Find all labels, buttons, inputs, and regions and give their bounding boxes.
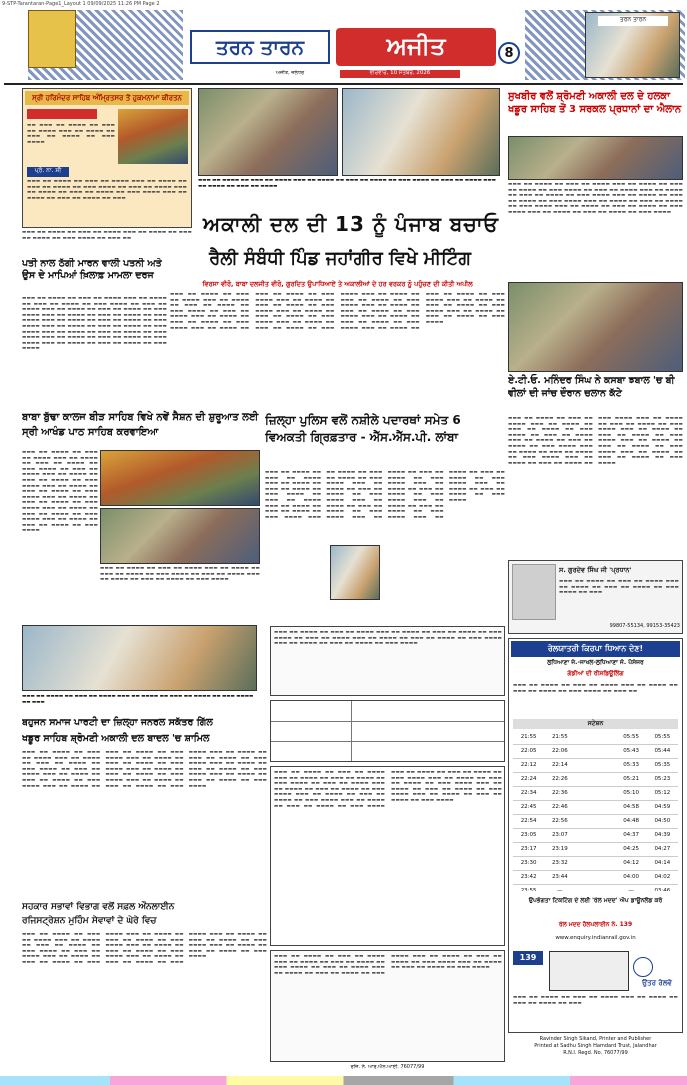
meeting-photo-2 bbox=[342, 88, 500, 176]
railway-logo-text: ਉਤਰ ਰੇਲਵੇ bbox=[642, 979, 672, 987]
railway-time-cell: 22:14 bbox=[551, 762, 568, 768]
railway-time-cell: 04:02 bbox=[654, 874, 671, 880]
notice-box-1 bbox=[270, 626, 505, 696]
obituary-text: ▬▬▬ ▬▬ ▬▬▬▬ ▬▬ ▬▬▬ ▬▬ ▬▬▬▬ ▬▬▬ ▬▬ ▬▬▬▬ ▬▬ ▬▬▬ ▬▬ ▬▬▬▬ ▬▬ ▬▬▬ ▬▬▬▬ ▬▬ ▬▬▬ bbox=[559, 579, 679, 596]
railway-time-cell: 04:50 bbox=[654, 818, 671, 824]
building-sign: ਤਰਨ ਤਾਰਨ bbox=[598, 16, 668, 26]
railway-time-cell: 22:56 bbox=[551, 818, 568, 824]
left-story4-text: ▬▬▬ ▬▬ ▬▬▬▬ ▬▬ ▬▬▬ ▬▬ ▬▬▬▬ ▬▬▬ ▬▬ ▬▬▬▬ ▬▬ ▬▬▬ ▬▬ ▬▬▬▬ ▬▬ ▬▬▬ ▬▬▬▬ ▬▬ ▬▬▬ ▬▬ ▬▬▬▬ ▬▬▬ ▬▬ ▬▬▬▬ ▬▬ ▬▬▬ ▬▬ ▬▬▬▬ ▬▬ ▬▬▬ ▬▬▬▬ ▬▬▬ ▬▬ ▬▬▬▬ ▬▬ ▬▬▬ ▬▬ ▬▬▬▬ ▬▬ ▬▬▬ ▬▬▬▬ ▬▬▬ ▬▬ ▬▬▬▬ ▬▬ ▬▬▬ ▬▬ ▬▬▬▬ ▬▬ ▬▬▬ ▬▬▬▬ ▬▬▬ ▬▬ ▬▬▬▬ ▬▬ ▬▬▬ ▬▬ ▬▬▬▬ ▬▬ ▬▬▬ ▬▬▬▬ ▬▬▬ ▬▬ ▬▬▬▬ ▬▬ ▬▬▬ ▬▬ ▬▬▬▬ ▬▬ ▬▬▬ ▬▬▬▬ ▬▬▬ ▬▬ ▬▬▬▬ ▬▬ ▬▬▬ ▬▬ ▬▬▬▬ ▬▬ ▬▬▬ ▬▬▬▬ bbox=[22, 932, 267, 965]
ato-photo bbox=[508, 282, 683, 372]
railway-time-cell: — bbox=[557, 888, 563, 891]
railway-ad-title: ਰੇਲਯਾਤਰੀ ਕਿਰਪਾ ਧਿਆਨ ਦੇਣ! bbox=[511, 641, 680, 657]
right-story-headline: ਏ.ਟੀ.ਓ. ਮਨਿੰਦਰ ਸਿੰਘ ਨੇ ਕਸਬਾ ਝਬਾਲ 'ਚ ਬੀ ਵੀਲਾਂ ਦੀ ਜਾਂਚ ਦੌਰਾਨ ਚਲਾਨ ਕੱਟੇ bbox=[508, 375, 675, 399]
hukamnama-body: ▬▬▬ ▬▬ ▬▬▬▬ ▬▬ ▬▬▬ ▬▬ ▬▬▬▬ ▬▬▬ ▬▬ ▬▬▬▬ ▬▬ ▬▬▬ ▬▬ ▬▬▬▬ ▬▬ ▬▬▬ ▬▬▬▬ ▬▬ ▬▬▬ ▬▬ ▬▬▬▬ ▬▬▬ ▬▬ ▬▬▬▬ ▬▬ ▬▬▬ ▬▬ ▬▬▬▬ ▬▬ ▬▬▬ ▬▬▬▬ ▬▬▬ ▬▬ ▬▬▬▬ ▬▬ ▬▬▬ ▬▬ ▬▬▬▬ ▬▬ ▬▬▬ bbox=[27, 179, 187, 201]
railway-time-cell: 04:12 bbox=[623, 860, 640, 866]
railway-time-cell: 22:05 bbox=[520, 748, 537, 754]
right-story-text: ▬▬▬ ▬▬ ▬▬▬▬ ▬▬ ▬▬▬ ▬▬ ▬▬▬▬ ▬▬▬ ▬▬ ▬▬▬▬ ▬▬ ▬▬▬ ▬▬ ▬▬▬▬ ▬▬ ▬▬▬ ▬▬▬▬ ▬▬ ▬▬▬ ▬▬ ▬▬▬▬ ▬▬▬ ▬▬ ▬▬▬▬ ▬▬ ▬▬▬ ▬▬ ▬▬▬▬ ▬▬ ▬▬▬ ▬▬▬▬ ▬▬▬ ▬▬ ▬▬▬▬ ▬▬ ▬▬▬ ▬▬ ▬▬▬▬ ▬▬ ▬▬▬ ▬▬▬▬ ▬▬▬ ▬▬ ▬▬▬▬ ▬▬ ▬▬▬ ▬▬ ▬▬▬▬ ▬▬ ▬▬▬ ▬▬▬▬ ▬▬▬ ▬▬ ▬▬▬▬ ▬▬ ▬▬▬ ▬▬ ▬▬▬▬ ▬▬ ▬▬▬ ▬▬▬▬ ▬▬▬ ▬▬ ▬▬▬▬ ▬▬ ▬▬▬ ▬▬ ▬▬▬▬ ▬▬ ▬▬▬ ▬▬▬▬ ▬▬▬ ▬▬ ▬▬▬▬ ▬▬ ▬▬▬ ▬▬ ▬▬▬▬ ▬▬ ▬▬▬ ▬▬▬▬ ▬▬▬ ▬▬ ▬▬▬▬ ▬▬ ▬▬▬ ▬▬ ▬▬▬▬ ▬▬ ▬▬▬ ▬▬▬▬ bbox=[508, 416, 683, 466]
golden-temple-emblem bbox=[28, 10, 76, 68]
railway-notice-line2: ਰੇਲ ਮਦਦ ਹੈਲਪਲਾਈਨ ਨੰ. 139 bbox=[558, 921, 633, 928]
railway-time-cell: 05:44 bbox=[654, 748, 671, 754]
railway-notice-line1: ਉਪਭੋਗਤਾ ਟਿਕਟਿੰਗ ਦੇ ਲਈ 'ਰੇਲ ਮਦਦ' ਐਪ ਡਾਊਨਲੋਡ ਕਰੋ bbox=[528, 897, 663, 904]
railway-time-cell: 04:48 bbox=[623, 818, 640, 824]
hukamnama-footer-text: ▬▬▬ ▬▬ ▬▬▬▬ ▬▬ ▬▬▬ ▬▬ ▬▬▬▬ ▬▬▬ ▬▬ ▬▬▬▬ ▬▬ ▬▬▬ ▬▬ ▬▬▬▬ ▬▬ ▬▬▬ ▬▬▬▬ ▬▬ ▬▬▬ ▬▬ bbox=[22, 230, 192, 241]
publication-line-1: Ravinder Singh Sikand, Printer and Publisher bbox=[539, 1036, 652, 1042]
railway-time-cell: 04:14 bbox=[654, 860, 671, 866]
railway-ad-footer-text: ▬▬▬ ▬▬ ▬▬▬▬ ▬▬ ▬▬▬ ▬▬ ▬▬▬▬ ▬▬▬ ▬▬ ▬▬▬▬ ▬▬ ▬▬▬ ▬▬ ▬▬▬▬ ▬▬ ▬▬▬ bbox=[513, 995, 678, 1006]
railway-time-cell: 05:33 bbox=[623, 762, 640, 768]
left-story4-headline: ਸਹਕਾਰ ਸਭਾਵਾਂ ਵਿਭਾਗ ਵਲੋਂ ਸਫ਼ਲ ਔਨਲਾਈਨ ਰਜਿਸਟ੍ਰੇਸ਼ਨ ਮੁਹਿੰਮ ਸੇਵਾਵਾਂ ਦੇ ਘੇਰੇ ਵਿਚ bbox=[22, 902, 175, 926]
railway-timetable-row bbox=[513, 815, 678, 829]
railway-ad-intro: ▬▬▬ ▬▬ ▬▬▬▬ ▬▬ ▬▬▬ ▬▬ ▬▬▬▬ ▬▬▬ ▬▬ ▬▬▬▬ ▬▬ ▬▬▬ ▬▬ ▬▬▬▬ ▬▬ ▬▬▬ ▬▬▬▬ ▬▬ ▬▬▬ ▬▬ bbox=[513, 683, 678, 694]
railway-time-cell: 05:10 bbox=[623, 790, 640, 796]
railway-time-cell: 04:59 bbox=[654, 804, 671, 810]
railway-table-header: ਸਟੇਸ਼ਨ bbox=[513, 719, 678, 729]
railway-timetable-row bbox=[513, 745, 678, 759]
railway-helpline-badge: 139 bbox=[513, 951, 543, 965]
page-number: 8 bbox=[498, 42, 520, 64]
railway-time-cell: 23:30 bbox=[520, 860, 537, 866]
railway-time-cell: 23:44 bbox=[551, 874, 568, 880]
railway-time-cell: 23:55 bbox=[520, 888, 537, 891]
circle-presidents-portraits bbox=[508, 136, 683, 180]
railway-time-cell: 05:55 bbox=[623, 734, 640, 740]
railway-time-cell: 03:46 bbox=[654, 888, 671, 891]
railway-time-cell: 05:35 bbox=[654, 762, 671, 768]
railway-time-cell: 04:39 bbox=[654, 832, 671, 838]
railway-ad-sub1: ਲੁਧਿਆਣਾ ਜੰ.-ਜਾਖਲ-ਲੁਧਿਆਣਾ ਜੰ. ਪੈਸੰਜਰ bbox=[547, 659, 644, 666]
railway-time-cell: 22:06 bbox=[551, 748, 568, 754]
railway-time-cell: 23:32 bbox=[551, 860, 568, 866]
railway-time-cell: 23:05 bbox=[520, 832, 537, 838]
tender-row-rule-1 bbox=[271, 721, 504, 722]
railway-timetable-row bbox=[513, 759, 678, 773]
left-story1-text: ▬▬▬ ▬▬ ▬▬▬▬ ▬▬ ▬▬▬ ▬▬ ▬▬▬▬ ▬▬▬ ▬▬ ▬▬▬▬ ▬▬ ▬▬▬ ▬▬ ▬▬▬▬ ▬▬ ▬▬▬ ▬▬▬▬ ▬▬ ▬▬▬ ▬▬ ▬▬▬▬ ▬▬▬ ▬▬ ▬▬▬▬ ▬▬ ▬▬▬ ▬▬ ▬▬▬▬ ▬▬ ▬▬▬ ▬▬▬▬ ▬▬▬ ▬▬ ▬▬▬▬ ▬▬ ▬▬▬ ▬▬ ▬▬▬▬ ▬▬ ▬▬▬ ▬▬▬▬ ▬▬▬ ▬▬ ▬▬▬▬ ▬▬ ▬▬▬ ▬▬ ▬▬▬▬ ▬▬ ▬▬▬ ▬▬▬▬ ▬▬▬ ▬▬ ▬▬▬▬ ▬▬ ▬▬▬ ▬▬ ▬▬▬▬ ▬▬ ▬▬▬ ▬▬▬▬ ▬▬▬ ▬▬ ▬▬▬▬ ▬▬ ▬▬▬ ▬▬ ▬▬▬▬ ▬▬ ▬▬▬ ▬▬▬▬ ▬▬▬ ▬▬ ▬▬▬▬ ▬▬ ▬▬▬ ▬▬ ▬▬▬▬ ▬▬ ▬▬▬ ▬▬▬▬ ▬▬▬ ▬▬ ▬▬▬▬ ▬▬ ▬▬▬ ▬▬ ▬▬▬▬ ▬▬ ▬▬▬ ▬▬▬▬ bbox=[22, 296, 167, 352]
railway-time-cell: 05:55 bbox=[654, 734, 671, 740]
obituary-portrait bbox=[512, 564, 556, 620]
qr-code-icon bbox=[549, 951, 629, 991]
print-slug: 9-STP-Tarantaran-Page1_Layout 1 09/09/2025 11:26 PM Page 2 bbox=[2, 1, 160, 7]
hukamnama-label: ਪ੍ਰੋ. ਨਾ. ਸੀ bbox=[27, 167, 69, 177]
railway-time-cell: 22:12 bbox=[520, 762, 537, 768]
top-right-headline: ਸੁਖਬੀਰ ਵਲੋਂ ਸ਼੍ਰੋਮਣੀ ਅਕਾਲੀ ਦਲ ਦੇ ਹਲਕਾ ਖਡੂਰ ਸਾਹਿਬ ਤੋਂ 3 ਸਰਕਲ ਪ੍ਰਧਾਨਾਂ ਦਾ ਐਲਾਨ bbox=[508, 91, 682, 115]
railway-timetable-row bbox=[513, 787, 678, 801]
college-caption: ▬▬▬ ▬▬ ▬▬▬▬ ▬▬ ▬▬▬ ▬▬ ▬▬▬▬ ▬▬▬ ▬▬ ▬▬▬▬ ▬▬ ▬▬▬ ▬▬ ▬▬▬▬ ▬▬ ▬▬▬ ▬▬▬▬ ▬▬ ▬▬▬ ▬▬ ▬▬▬▬ ▬▬▬ ▬▬ ▬▬▬▬ ▬▬ ▬▬▬ ▬▬ ▬▬▬▬ ▬▬ ▬▬▬ ▬▬▬▬ bbox=[100, 566, 260, 583]
obituary-phone: 99807-55134, 99153-35423 bbox=[609, 623, 680, 629]
main-subhead: ਵਿਰਸਾ ਵੀਰੋ, ਬਾਬਾ ਦਲਜੀਤ ਵੀਰੋ, ਗੁਰਦਿਤ ਉਪਾਧਿਆਏ ਤੇ ਅਕਾਲੀਆਂ ਦੇ ਹਰ ਵਰਕਰ ਨੂੰ ਪਹੁੰਚਣ ਦੀ ਕੀਤੀ ਅਪੀਲ bbox=[202, 280, 473, 288]
railway-time-cell: 04:58 bbox=[623, 804, 640, 810]
left-story3-headline2: ਖਡੂਰ ਸਾਹਿਬ ਸ਼੍ਰੋਮਣੀ ਅਕਾਲੀ ਦਲ ਬਾਦਲ 'ਚ ਸ਼ਾਮਿਲ bbox=[22, 733, 210, 744]
railway-timetable-row bbox=[513, 829, 678, 843]
publication-line-2: Printed at Sadhu Singh Hamdard Trust, Jalandhar bbox=[534, 1043, 657, 1049]
bsp-photo-caption: ▬▬▬ ▬▬ ▬▬▬▬ ▬▬ ▬▬▬ ▬▬ ▬▬▬▬ ▬▬▬ ▬▬ ▬▬▬▬ ▬▬ ▬▬▬ ▬▬ ▬▬▬▬ ▬▬ ▬▬▬ ▬▬▬▬ ▬▬ ▬▬▬ bbox=[22, 694, 254, 705]
railway-time-cell: 05:23 bbox=[654, 776, 671, 782]
railway-logo-icon bbox=[633, 957, 653, 977]
hukamnama-box bbox=[22, 88, 192, 228]
masthead-brand: ਅਜੀਤ bbox=[336, 28, 496, 66]
tender-col-rule bbox=[351, 701, 352, 761]
railway-time-cell: 04:37 bbox=[623, 832, 640, 838]
railway-time-cell: 05:21 bbox=[623, 776, 640, 782]
railway-website: www.enquiry.indianrail.gov.in bbox=[555, 935, 636, 941]
left-story3-headline: ਬਹੁਜਨ ਸਮਾਜ ਪਾਰਟੀ ਦਾ ਜ਼ਿਲ੍ਹਾ ਜਨਰਲ ਸਕੱਤਰ ਗਿੱਲ bbox=[22, 717, 213, 728]
main-story-text: ▬▬▬ ▬▬ ▬▬▬▬ ▬▬ ▬▬▬ ▬▬ ▬▬▬▬ ▬▬▬ ▬▬ ▬▬▬▬ ▬▬ ▬▬▬ ▬▬ ▬▬▬▬ ▬▬ ▬▬▬ ▬▬▬▬ ▬▬ ▬▬▬ ▬▬ ▬▬▬▬ ▬▬▬ ▬▬ ▬▬▬▬ ▬▬ ▬▬▬ ▬▬ ▬▬▬▬ ▬▬ ▬▬▬ ▬▬▬▬ ▬▬▬ ▬▬ ▬▬▬▬ ▬▬ ▬▬▬ ▬▬ ▬▬▬▬ ▬▬ ▬▬▬ ▬▬▬▬ ▬▬▬ ▬▬ ▬▬▬▬ ▬▬ ▬▬▬ ▬▬ ▬▬▬▬ ▬▬ ▬▬▬ ▬▬▬▬ ▬▬▬ ▬▬ ▬▬▬▬ ▬▬ ▬▬▬ ▬▬ ▬▬▬▬ ▬▬ ▬▬▬ ▬▬▬▬ ▬▬▬ ▬▬ ▬▬▬▬ ▬▬ ▬▬▬ ▬▬ ▬▬▬▬ ▬▬ ▬▬▬ ▬▬▬▬ ▬▬▬ ▬▬ ▬▬▬▬ ▬▬ ▬▬▬ ▬▬ ▬▬▬▬ ▬▬ ▬▬▬ ▬▬▬▬ ▬▬▬ ▬▬ ▬▬▬▬ ▬▬ ▬▬▬ ▬▬ ▬▬▬▬ ▬▬ ▬▬▬ ▬▬▬▬ ▬▬▬ ▬▬ ▬▬▬▬ ▬▬ ▬▬▬ ▬▬ ▬▬▬▬ ▬▬ ▬▬▬ ▬▬▬▬ ▬▬▬ ▬▬ ▬▬▬▬ ▬▬ ▬▬▬ ▬▬ ▬▬▬▬ ▬▬ ▬▬▬ ▬▬▬▬ ▬▬▬ ▬▬ ▬▬▬▬ ▬▬ ▬▬▬ ▬▬ ▬▬▬▬ ▬▬ ▬▬▬ ▬▬▬▬ ▬▬▬ ▬▬ ▬▬▬▬ ▬▬ ▬▬▬ ▬▬ ▬▬▬▬ ▬▬ ▬▬▬ ▬▬▬▬ bbox=[170, 292, 505, 331]
railway-timetable bbox=[513, 731, 678, 891]
masthead-city: ਤਰਨ ਤਾਰਨ bbox=[190, 30, 330, 64]
railway-time-cell: 22:45 bbox=[520, 804, 537, 810]
railway-time-cell: — bbox=[628, 888, 634, 891]
railway-timetable-row bbox=[513, 843, 678, 857]
railway-time-cell: 22:24 bbox=[520, 776, 537, 782]
legal-notice-box bbox=[270, 766, 505, 946]
railway-time-cell: 23:07 bbox=[551, 832, 568, 838]
railway-timetable-row bbox=[513, 773, 678, 787]
left-story2-headline: ਬਾਬਾ ਬੁੱਢਾ ਕਾਲਜ ਬੀੜ ਸਾਹਿਬ ਵਿਖੇ ਨਵੇਂ ਸੈਸ਼ਨ ਦੀ ਸ਼ੁਰੂਆਤ ਲਈ ਸ੍ਰੀ ਆਖੰਡ ਪਾਠ ਸਾਹਿਬ ਕਰਵਾਇਆ bbox=[22, 412, 259, 438]
meeting-photo-1 bbox=[198, 88, 338, 176]
railway-time-cell: 21:55 bbox=[551, 734, 568, 740]
main-headline-line2: ਰੈਲੀ ਸੰਬੰਧੀ ਪਿੰਡ ਜਹਾਂਗੀਰ ਵਿਖੇ ਮੀਟਿੰਗ bbox=[209, 248, 471, 269]
obituary-name: ਸ. ਗੁਰਦੇਵ ਸਿੰਘ ਜੀ 'ਪ੍ਰਧਾਨ' bbox=[559, 566, 632, 574]
hukamnama-title: ਸ੍ਰੀ ਹਰਿਮੰਦਰ ਸਾਹਿਬ ਅੰਮ੍ਰਿਤਸਰ ਤੋਂ ਹੁਕਮਨਾਮਾ ਕੀਰਤਨ bbox=[25, 91, 189, 105]
hukamnama-text: ▬▬ ▬▬▬ ▬▬ ▬▬▬▬ ▬▬ ▬▬▬ ▬▬ ▬▬▬▬ ▬▬▬ ▬▬ ▬▬▬▬ ▬▬ ▬▬▬ ▬▬ ▬▬▬▬ ▬▬ ▬▬▬ ▬▬▬▬ bbox=[27, 123, 115, 145]
mid-story-headline: ਜ਼ਿਲ੍ਹਾ ਪੁਲਿਸ ਵਲੋਂ ਨਸ਼ੀਲੇ ਪਦਾਰਥਾਂ ਸਮੇਤ 6 ਵਿਅਕਤੀ ਗ੍ਰਿਫ਼ਤਾਰ - ਐੱਸ.ਐੱਸ.ਪੀ. ਲਾਂਬਾ bbox=[265, 413, 461, 444]
railway-time-cell: 23:17 bbox=[520, 846, 537, 852]
railway-time-cell: 21:55 bbox=[520, 734, 537, 740]
railway-time-cell: 04:00 bbox=[623, 874, 640, 880]
masthead-rule bbox=[4, 83, 683, 85]
top-right-story-text: ▬▬▬ ▬▬ ▬▬▬▬ ▬▬ ▬▬▬ ▬▬ ▬▬▬▬ ▬▬▬ ▬▬ ▬▬▬▬ ▬▬ ▬▬▬ ▬▬ ▬▬▬▬ ▬▬ ▬▬▬ ▬▬▬▬ ▬▬ ▬▬▬ ▬▬ ▬▬▬▬ ▬▬▬ ▬▬ ▬▬▬▬ ▬▬ ▬▬▬ ▬▬ ▬▬▬▬ ▬▬ ▬▬▬ ▬▬▬▬ ▬▬▬ ▬▬ ▬▬▬▬ ▬▬ ▬▬▬ ▬▬ ▬▬▬▬ ▬▬ ▬▬▬ ▬▬▬▬ ▬▬▬ ▬▬ ▬▬▬▬ ▬▬ ▬▬▬ ▬▬ ▬▬▬▬ ▬▬ ▬▬▬ ▬▬▬▬ ▬▬▬ ▬▬ ▬▬▬▬ ▬▬ ▬▬▬ ▬▬ ▬▬▬▬ ▬▬ ▬▬▬ ▬▬▬▬ ▬▬▬ ▬▬ ▬▬▬▬ ▬▬ ▬▬▬ ▬▬ ▬▬▬▬ ▬▬ ▬▬▬ ▬▬▬▬ bbox=[508, 182, 683, 215]
hukamnama-date-strip bbox=[27, 109, 97, 119]
railway-ad-sub2: ਗੱਡੀਆਂ ਦੀ ਰੀਸ਼ਡਿਊਲਿੰਗ bbox=[567, 670, 624, 677]
college-photo-2 bbox=[100, 508, 260, 564]
railway-timetable-row bbox=[513, 857, 678, 871]
railway-time-cell: 05:12 bbox=[654, 790, 671, 796]
railway-timetable-row bbox=[513, 871, 678, 885]
left-story3-text: ▬▬▬ ▬▬ ▬▬▬▬ ▬▬ ▬▬▬ ▬▬ ▬▬▬▬ ▬▬▬ ▬▬ ▬▬▬▬ ▬▬ ▬▬▬ ▬▬ ▬▬▬▬ ▬▬ ▬▬▬ ▬▬▬▬ ▬▬ ▬▬▬ ▬▬ ▬▬▬▬ ▬▬▬ ▬▬ ▬▬▬▬ ▬▬ ▬▬▬ ▬▬ ▬▬▬▬ ▬▬ ▬▬▬ ▬▬▬▬ ▬▬▬ ▬▬ ▬▬▬▬ ▬▬ ▬▬▬ ▬▬ ▬▬▬▬ ▬▬ ▬▬▬ ▬▬▬▬ ▬▬▬ ▬▬ ▬▬▬▬ ▬▬ ▬▬▬ ▬▬ ▬▬▬▬ ▬▬ ▬▬▬ ▬▬▬▬ ▬▬▬ ▬▬ ▬▬▬▬ ▬▬ ▬▬▬ ▬▬ ▬▬▬▬ ▬▬ ▬▬▬ ▬▬▬▬ ▬▬▬ ▬▬ ▬▬▬▬ ▬▬ ▬▬▬ ▬▬ ▬▬▬▬ ▬▬ ▬▬▬ ▬▬▬▬ ▬▬▬ ▬▬ ▬▬▬▬ ▬▬ ▬▬▬ ▬▬ ▬▬▬▬ ▬▬ ▬▬▬ ▬▬▬▬ ▬▬▬ ▬▬ ▬▬▬▬ ▬▬ ▬▬▬ ▬▬ ▬▬▬▬ ▬▬ ▬▬▬ ▬▬▬▬ ▬▬▬ ▬▬ ▬▬▬▬ ▬▬ ▬▬▬ ▬▬ ▬▬▬▬ ▬▬ ▬▬▬ ▬▬▬▬ bbox=[22, 750, 267, 789]
classified-box bbox=[270, 950, 505, 1062]
railway-time-cell: 04:25 bbox=[623, 846, 640, 852]
masthead-editor-line: ਅਜੀਤ, ਜਲੰਧਰ bbox=[275, 70, 305, 76]
railway-time-cell: 22:36 bbox=[551, 790, 568, 796]
railway-timetable-row bbox=[513, 801, 678, 815]
publication-line-3: R.N.I. Regd. No. 76077/99 bbox=[563, 1050, 628, 1056]
obituary-box bbox=[508, 560, 683, 634]
railway-timetable-row bbox=[513, 885, 678, 891]
tender-row-rule-2 bbox=[271, 741, 504, 742]
golden-temple-photo bbox=[118, 109, 188, 164]
left-story1-headline: ਪਤੀ ਨਾਲ ਠੱਗੀ ਮਾਰਨ ਵਾਲੀ ਪਤਨੀ ਅਤੇ ਉਸ ਦੇ ਮਾਪਿਆਂ ਖ਼ਿਲਾਫ਼ ਮਾਮਲਾ ਦਰਜ bbox=[22, 258, 162, 281]
railway-time-cell: 05:43 bbox=[623, 748, 640, 754]
color-registration-bar bbox=[0, 1076, 687, 1085]
publication-info bbox=[508, 1036, 683, 1068]
footer-note: ਰਜਿ. ਨੰ. ਆਰ.ਐਨ.ਆਈ. 76077/99 bbox=[350, 1064, 425, 1070]
notice-box-1-text: ▬▬▬ ▬▬ ▬▬▬▬ ▬▬ ▬▬▬ ▬▬ ▬▬▬▬ ▬▬▬ ▬▬ ▬▬▬▬ ▬▬ ▬▬▬ ▬▬ ▬▬▬▬ ▬▬ ▬▬▬ ▬▬▬▬ ▬▬ ▬▬▬ ▬▬ ▬▬▬▬ ▬▬▬ ▬▬ ▬▬▬▬ ▬▬ ▬▬▬ ▬▬ ▬▬▬▬ ▬▬ ▬▬▬ ▬▬▬▬ ▬▬▬ ▬▬ ▬▬▬▬ ▬▬ ▬▬▬ ▬▬ ▬▬▬▬ ▬▬ ▬▬▬ ▬▬▬▬ bbox=[274, 630, 502, 647]
railway-time-cell: 23:19 bbox=[551, 846, 568, 852]
meeting-photo-caption: ▬▬▬ ▬▬ ▬▬▬▬ ▬▬ ▬▬▬ ▬▬ ▬▬▬▬ ▬▬▬ ▬▬ ▬▬▬▬ ▬▬ ▬▬▬ ▬▬ ▬▬▬▬ ▬▬ ▬▬▬ ▬▬▬▬ ▬▬ ▬▬▬ ▬▬ ▬▬▬▬ ▬▬▬ ▬▬ ▬▬▬▬ ▬▬ ▬▬▬ ▬▬ ▬▬▬▬ bbox=[198, 178, 496, 189]
railway-timetable-row bbox=[513, 731, 678, 745]
legal-notice-text: ▬▬▬ ▬▬ ▬▬▬▬ ▬▬ ▬▬▬ ▬▬ ▬▬▬▬ ▬▬▬ ▬▬ ▬▬▬▬ ▬▬ ▬▬▬ ▬▬ ▬▬▬▬ ▬▬ ▬▬▬ ▬▬▬▬ ▬▬ ▬▬▬ ▬▬ ▬▬▬▬ ▬▬▬ ▬▬ ▬▬▬▬ ▬▬ ▬▬▬ ▬▬ ▬▬▬▬ ▬▬ ▬▬▬ ▬▬▬▬ ▬▬▬ ▬▬ ▬▬▬▬ ▬▬ ▬▬▬ ▬▬ ▬▬▬▬ ▬▬ ▬▬▬ ▬▬▬▬ ▬▬▬ ▬▬ ▬▬▬▬ ▬▬ ▬▬▬ ▬▬ ▬▬▬▬ ▬▬ ▬▬▬ ▬▬▬▬ ▬▬▬ ▬▬ ▬▬▬▬ ▬▬ ▬▬▬ ▬▬ ▬▬▬▬ ▬▬ ▬▬▬ ▬▬▬▬ ▬▬▬ ▬▬ ▬▬▬▬ ▬▬ ▬▬▬ ▬▬ ▬▬▬▬ ▬▬ ▬▬▬ ▬▬▬▬ ▬▬▬ ▬▬ ▬▬▬▬ ▬▬ ▬▬▬ ▬▬ ▬▬▬▬ ▬▬ ▬▬▬ ▬▬▬▬ ▬▬▬ ▬▬ ▬▬▬▬ ▬▬ ▬▬▬ ▬▬ ▬▬▬▬ ▬▬ ▬▬▬ ▬▬▬▬ bbox=[274, 770, 502, 809]
main-headline-line1: ਅਕਾਲੀ ਦਲ ਦੀ 13 ਨੂੰ ਪੰਜਾਬ ਬਚਾਓ bbox=[203, 212, 499, 236]
railway-time-cell: 23:42 bbox=[520, 874, 537, 880]
mid-story-text: ▬▬▬ ▬▬ ▬▬▬▬ ▬▬ ▬▬▬ ▬▬ ▬▬▬▬ ▬▬▬ ▬▬ ▬▬▬▬ ▬▬ ▬▬▬ ▬▬ ▬▬▬▬ ▬▬ ▬▬▬ ▬▬▬▬ ▬▬ ▬▬▬ ▬▬ ▬▬▬▬ ▬▬▬ ▬▬ ▬▬▬▬ ▬▬ ▬▬▬ ▬▬ ▬▬▬▬ ▬▬ ▬▬▬ ▬▬▬▬ ▬▬▬ ▬▬ ▬▬▬▬ ▬▬ ▬▬▬ ▬▬ ▬▬▬▬ ▬▬ ▬▬▬ ▬▬▬▬ ▬▬▬ ▬▬ ▬▬▬▬ ▬▬ ▬▬▬ ▬▬ ▬▬▬▬ ▬▬ ▬▬▬ ▬▬▬▬ ▬▬▬ ▬▬ ▬▬▬▬ ▬▬ ▬▬▬ ▬▬ ▬▬▬▬ ▬▬ ▬▬▬ ▬▬▬▬ ▬▬▬ ▬▬ ▬▬▬▬ ▬▬ ▬▬▬ ▬▬ ▬▬▬▬ ▬▬ ▬▬▬ ▬▬▬▬ ▬▬▬ ▬▬ ▬▬▬▬ ▬▬ ▬▬▬ ▬▬ ▬▬▬▬ ▬▬ ▬▬▬ ▬▬▬▬ ▬▬▬ ▬▬ ▬▬▬▬ ▬▬ ▬▬▬ ▬▬ ▬▬▬▬ ▬▬ ▬▬▬ ▬▬▬▬ ▬▬▬ ▬▬ ▬▬▬▬ ▬▬ ▬▬▬ ▬▬ ▬▬▬▬ ▬▬ ▬▬▬ ▬▬▬▬ ▬▬▬ ▬▬ ▬▬▬▬ ▬▬ ▬▬▬ ▬▬ ▬▬▬▬ ▬▬ ▬▬▬ ▬▬▬▬ bbox=[265, 470, 505, 520]
railway-time-cell: 22:26 bbox=[551, 776, 568, 782]
college-photo-1 bbox=[100, 450, 260, 506]
masthead-date: ਵੀਰਵਾਰ, 10 ਸਤੰਬਰ, 2026 bbox=[340, 70, 460, 78]
railway-ad bbox=[508, 638, 683, 1033]
classified-text: ▬▬▬ ▬▬ ▬▬▬▬ ▬▬ ▬▬▬ ▬▬ ▬▬▬▬ ▬▬▬ ▬▬ ▬▬▬▬ ▬▬ ▬▬▬ ▬▬ ▬▬▬▬ ▬▬ ▬▬▬ ▬▬▬▬ ▬▬ ▬▬▬ ▬▬ ▬▬▬▬ ▬▬▬ ▬▬ ▬▬▬▬ ▬▬ ▬▬▬ ▬▬ ▬▬▬▬ ▬▬ ▬▬▬ ▬▬▬▬ ▬▬▬ ▬▬ ▬▬▬▬ ▬▬ ▬▬▬ ▬▬ ▬▬▬▬ ▬▬ ▬▬▬ ▬▬▬▬ ▬▬▬ ▬▬ ▬▬▬▬ ▬▬ ▬▬▬ ▬▬ ▬▬▬▬ ▬▬ ▬▬▬ ▬▬▬▬ bbox=[274, 954, 502, 976]
railway-time-cell: 04:27 bbox=[654, 846, 671, 852]
railway-time-cell: 22:54 bbox=[520, 818, 537, 824]
railway-time-cell: 22:46 bbox=[551, 804, 568, 810]
tender-table-box bbox=[270, 700, 505, 762]
left-story2-text: ▬▬▬ ▬▬ ▬▬▬▬ ▬▬ ▬▬▬ ▬▬ ▬▬▬▬ ▬▬▬ ▬▬ ▬▬▬▬ ▬▬ ▬▬▬ ▬▬ ▬▬▬▬ ▬▬ ▬▬▬ ▬▬▬▬ ▬▬ ▬▬▬ ▬▬ ▬▬▬▬ ▬▬▬ ▬▬ ▬▬▬▬ ▬▬ ▬▬▬ ▬▬ ▬▬▬▬ ▬▬ ▬▬▬ ▬▬▬▬ ▬▬▬ ▬▬ ▬▬▬▬ ▬▬ ▬▬▬ ▬▬ ▬▬▬▬ ▬▬ ▬▬▬ ▬▬▬▬ ▬▬▬ ▬▬ ▬▬▬▬ ▬▬ ▬▬▬ ▬▬ ▬▬▬▬ ▬▬ ▬▬▬ ▬▬▬▬ ▬▬▬ ▬▬ ▬▬▬▬ ▬▬ ▬▬▬ ▬▬ ▬▬▬▬ ▬▬ ▬▬▬ ▬▬▬▬ ▬▬▬ ▬▬ ▬▬▬▬ ▬▬ ▬▬▬ ▬▬ ▬▬▬▬ ▬▬ ▬▬▬ ▬▬▬▬ bbox=[22, 450, 98, 534]
railway-time-cell: 22:34 bbox=[520, 790, 537, 796]
bsp-group-photo bbox=[22, 625, 257, 691]
ssp-portrait bbox=[330, 545, 380, 600]
